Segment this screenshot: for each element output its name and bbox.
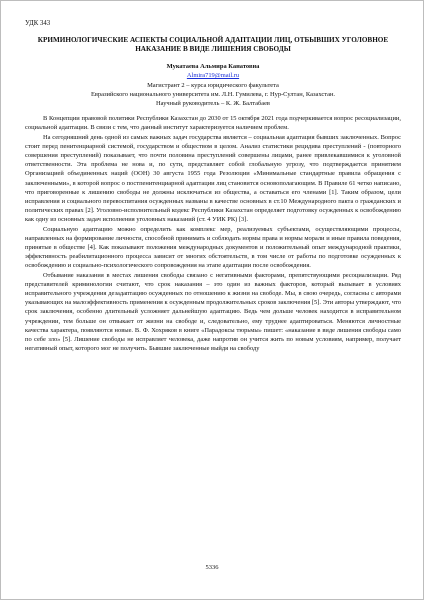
page-content — [25, 19, 401, 354]
udc-code: УДК 343 — [25, 20, 51, 27]
body-paragraph: На сегодняшний день одной из самых важных задач государства является – социальная адаптация бывших заключенных. Вопрос стоит перед пенитенциарной системой, государством и обществом в целом. Анализ статистики рецидива преступлений - (повторного совершения преступлений) показывает, что почти половина преступлений совершены лицами, ранее привлекавшимися к уголовной ответственности. Эта проблема не нова и, по сути, представляет собой глобальную угрозу, что подтверждается принятием Организацией объединенных наций (ООН) 30 августа 1955 года Резолюции «Минимальные стандартные правила обращения с заключенными», в которой вопрос о постпенитенциарной адаптации лиц становится основополагающим. В Правиле 61 четко написано, что приговоренные к лишению свободы не должны исключаться из общества, а оставаться его членами [1]. Таким образом, цели исправления и социального перевоспитания осужденных названы в качестве основных в ст.10 Международного пакта о гражданских и политических правах [2]. Уголовно-исполнительный кодекс Республики Казахстан определяет подготовку осужденных к освобождению как одну из основных задач исполнения уголовных наказаний (ст. 4 УИК РК) [3]. — [25, 133, 401, 224]
affiliation-line: Евразийского национального университета им. Л.Н. Гумилева, г. Нур-Султан, Казахстан. — [90, 90, 336, 98]
author-name: Мукатаева Альмира Канатовна — [166, 63, 260, 71]
email-link[interactable]: Almira719@mail.ru — [186, 72, 240, 80]
body-paragraph: Отбывание наказания в местах лишения свободы связано с негативными факторами, препятствующими ресоциализации. Ряд представителей криминологии считают, что срок наказания – это один из важных факторов, который вызывает в условиях исправительного учреждения дезадаптацию осужденных по отношению к жизни на свободе. Мы, в свою очередь, согласны с авторами указывающих на малоэффективность применения к осужденным продолжительных сроков заключения [5]. Эти авторы утверждают, что срок заключения, особенно длительный усложняет дальнейшую адаптацию. Ведь чем дольше человек находится в исправительном учреждении, тем больше он отвыкает от жизни на свободе и, следовательно, ему труднее адаптироваться. Меняются личностные качества характера, появляются новые. В. Ф. Хохряков в книге «Парадоксы тюрьмы» пишет: «наказание в виде лишения свободы само по себе зло» [5]. Лишение свободы не исправляет человека, даже напротив он учится жить по новым условиям, например, получает негативный опыт, которого мог не получить. Бывшие заключенные выйдя на свободу — [25, 271, 401, 353]
supervisor-line: Научный руководитель – К. Ж. Балтабаев — [156, 100, 270, 108]
article-title: КРИМИНОЛОГИЧЕСКИЕ АСПЕКТЫ СОЦИАЛЬНОЙ АДАПТАЦИИ ЛИЦ, ОТБЫВШИХ УГОЛОВНОЕ НАКАЗАНИЕ В ВИДЕ ЛИШЕНИЯ СВОБОДЫ — [37, 36, 389, 54]
page-number: 5336 — [205, 564, 219, 571]
author-email — [25, 71, 401, 80]
affiliation-line: Магистрант 2 – курса юридического факультета — [147, 81, 279, 89]
body-paragraph: В Концепции правовой политики Республики Казахстан до 2030 от 15 октября 2021 года подчеркивается вопрос ресоциализации, социальной адаптации. В связи с тем, что данный институт характеризуется наличием проблем. — [25, 115, 401, 132]
body-paragraph: Социальную адаптацию можно определить как комплекс мер, реализуемых субъектами, осуществляющими процессы, направленных на формирование личности, способной принимать и соблюдать нормы права и нормы морали и иные правила поведения, принятые в обществе [4]. Как показывают положения международных документов и положительный опыт международной практики, эффективность реабилитационного процесса зависит от многих обстоятельств, в том числе от работы по подготовке осужденных к освобождению и социально-психологического сопровождения на этапе адаптации после освобождения. — [25, 225, 401, 270]
